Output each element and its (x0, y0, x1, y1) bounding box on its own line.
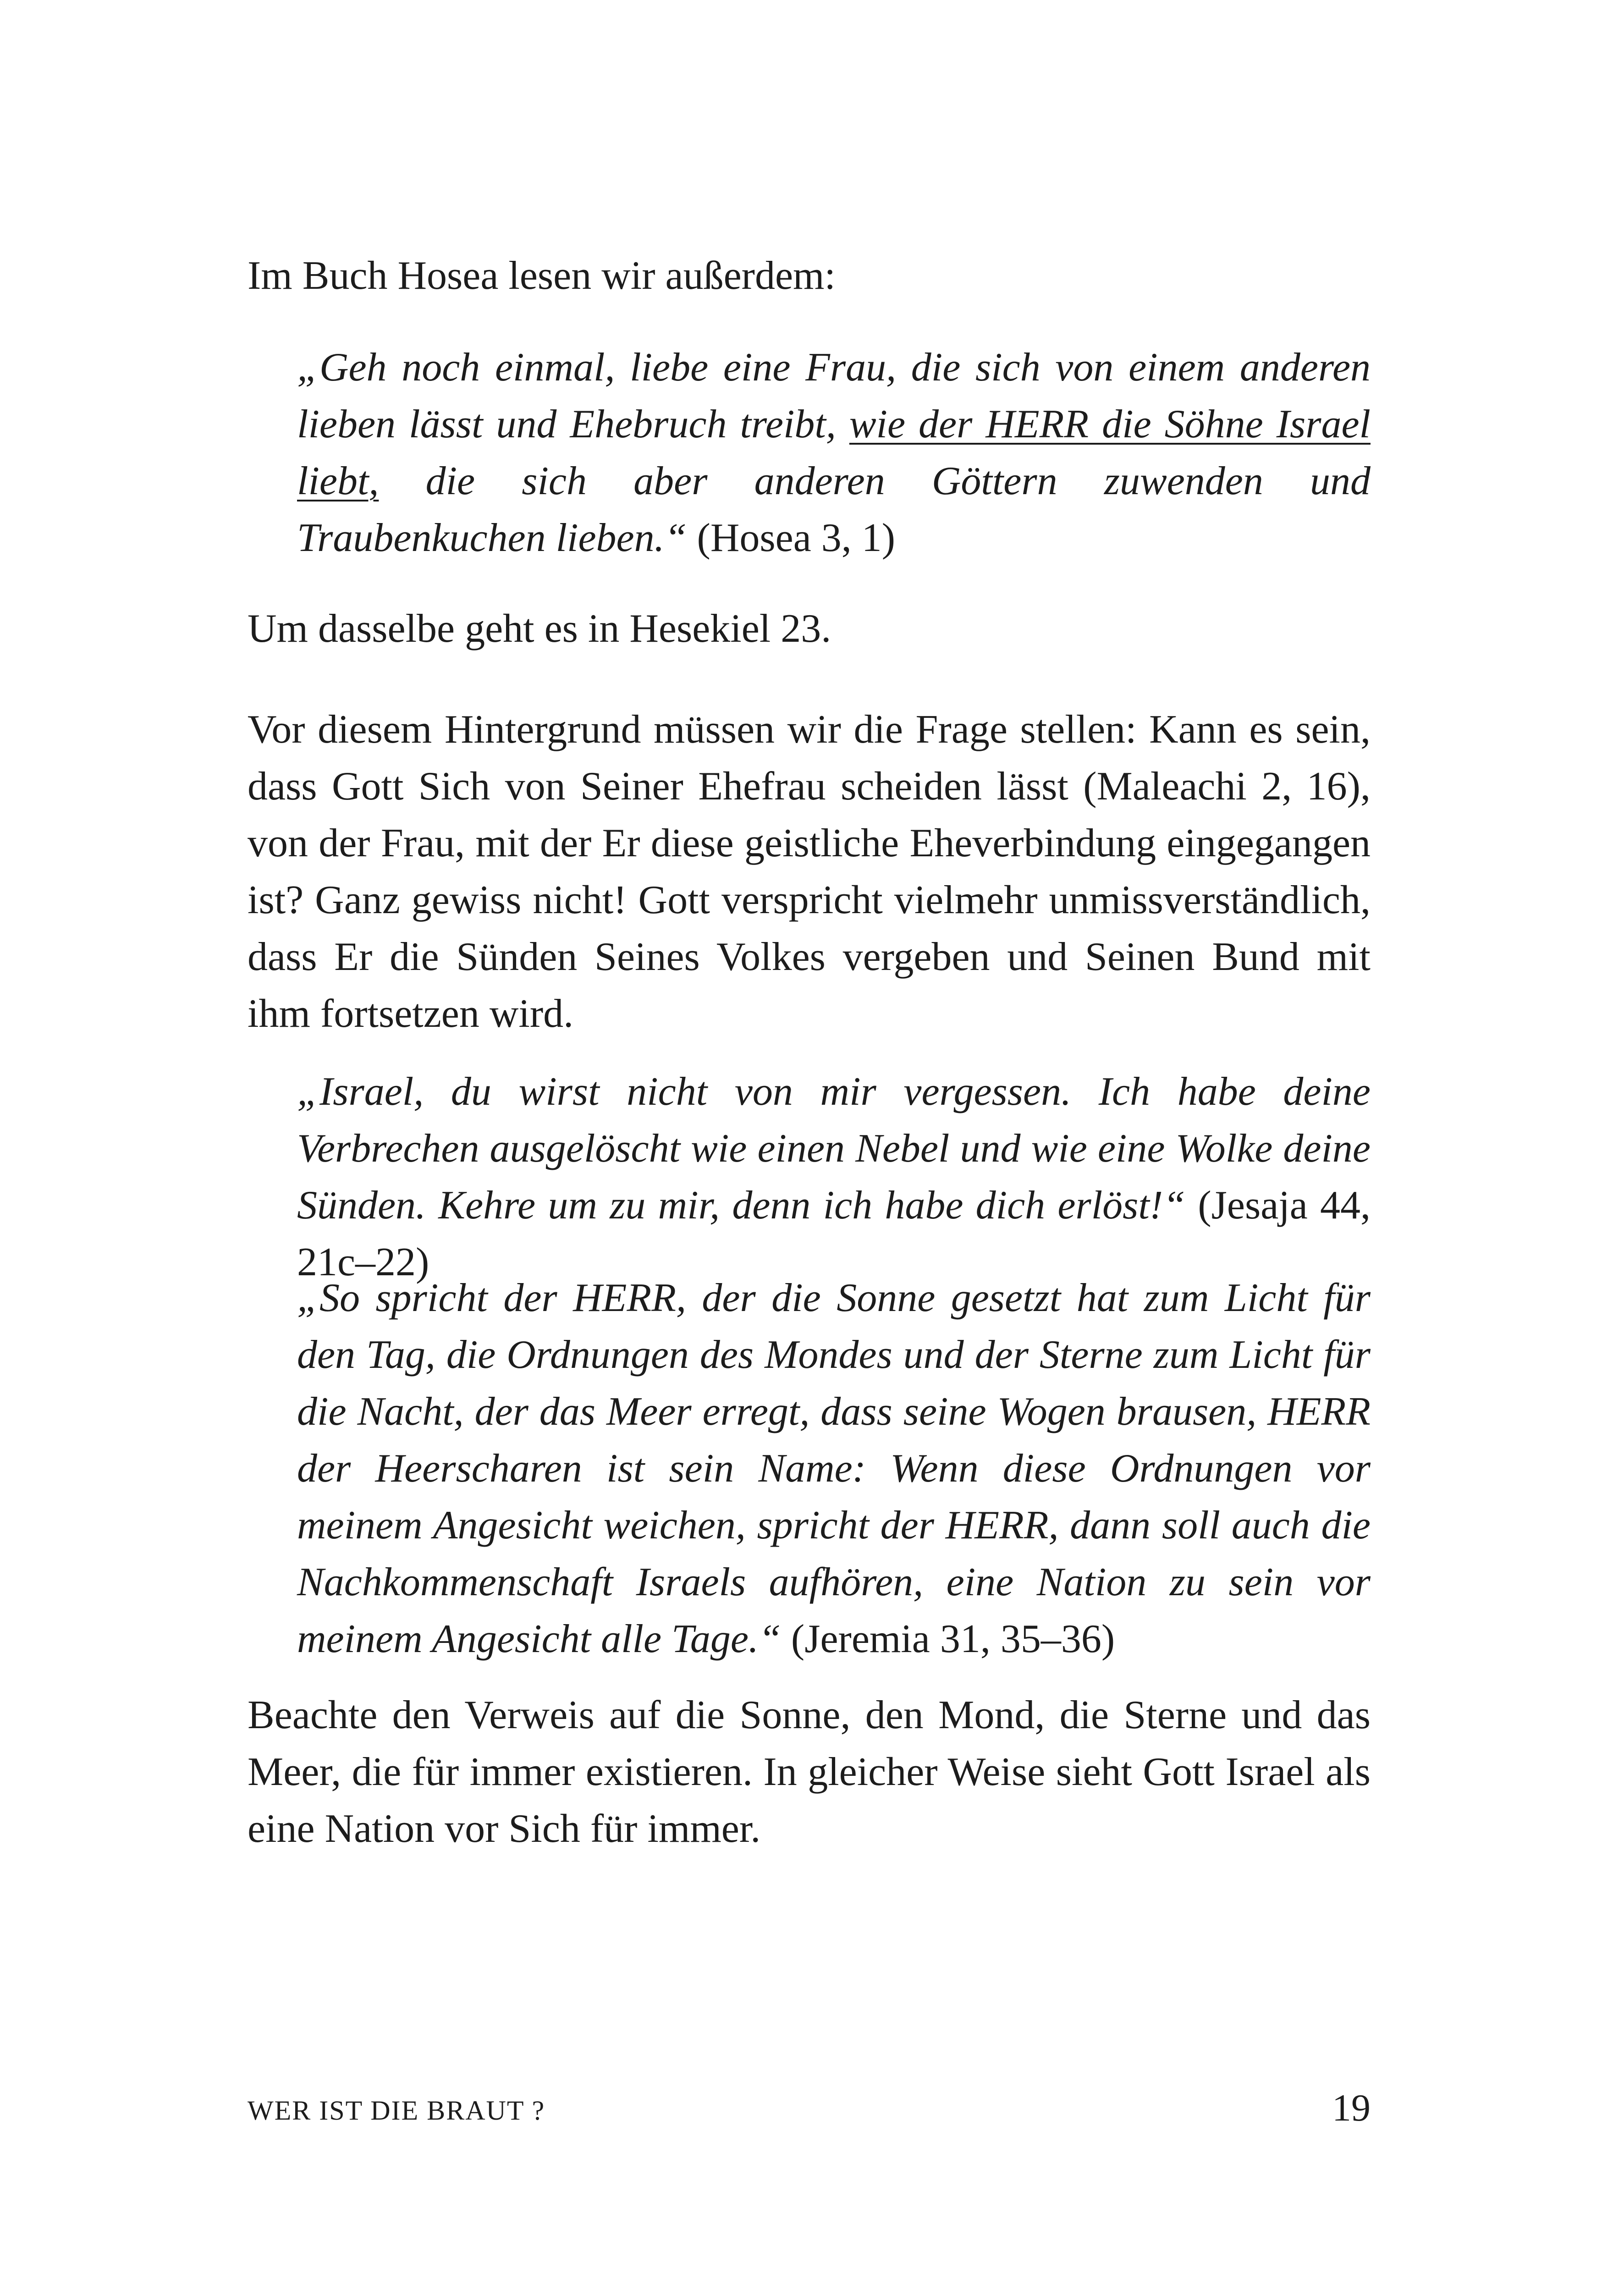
paragraph-intro-hosea: Im Buch Hosea lesen wir außerdem: (248, 253, 836, 298)
quote-jeremia-text: „So spricht der HERR, der die Sonne gesetzt hat zum Licht für den Tag, die Ordnungen des Mondes und der Sterne zum Licht für die Nacht, der das Meer erregt, dass seine Wogen brausen, HERR der Heerscharen ist sein Name: Wenn diese Ordnungen vor meinem Angesicht weichen, spricht der HERR, dann soll auch die Nachkommenschaft Israels aufhören, eine Nation zu sein vor meinem Angesicht alle Tage.“ (297, 1276, 1371, 1661)
quote-hosea-text-before: „Geh noch einmal, liebe eine Frau, die sich von einem anderen lieben lässt und Ehebruch treibt, (297, 345, 1371, 446)
paragraph-frage: Vor diesem Hintergrund müssen wir die Frage stellen: Kann es sein, dass Gott Sich von Seiner Ehefrau scheiden lässt (Maleachi 2, 16), von der Frau, mit der Er diese geistliche Eheverbindung eingegangen ist? Ganz gewiss nicht! Gott verspricht vielmehr unmissverständlich, dass Er die Sünden Seines Volkes vergeben und Seinen Bund mit ihm fortsetzen wird. (248, 707, 1371, 1036)
paragraph-hesekiel: Um dasselbe geht es in Hesekiel 23. (248, 606, 831, 651)
quote-jeremia-reference: (Jeremia 31, 35–36) (781, 1617, 1115, 1661)
quote-jesaja-text: „Israel, du wirst nicht von mir vergessen. Ich habe deine Verbrechen ausgelöscht wie einen Nebel und wie eine Wolke deine Sünden. Kehre um zu mir, denn ich habe dich erlöst!“ (297, 1069, 1371, 1228)
quote-jesaja-reference: (Jesaja 44, 21c–22) (297, 1183, 1371, 1284)
running-title: WER IST DIE BRAUT ? (248, 2095, 545, 2126)
page-number: 19 (1332, 2087, 1371, 2129)
quote-hosea-text-after: die sich aber anderen Göttern zuwenden und Traubenkuchen lieben.“ (297, 459, 1371, 560)
quote-hosea (297, 339, 1371, 567)
quote-hosea-reference: (Hosea 3, 1) (687, 516, 896, 560)
quote-hosea-underlined: wie der HERR die Söhne Israel liebt, (297, 402, 1371, 503)
quote-jesaja (297, 1063, 1371, 1291)
quote-jeremia (297, 1270, 1371, 1668)
paragraph-beachte: Beachte den Verweis auf die Sonne, den Mond, die Sterne und das Meer, die für immer existieren. In gleicher Weise sieht Gott Israel als eine Nation vor Sich für immer. (248, 1693, 1371, 1851)
